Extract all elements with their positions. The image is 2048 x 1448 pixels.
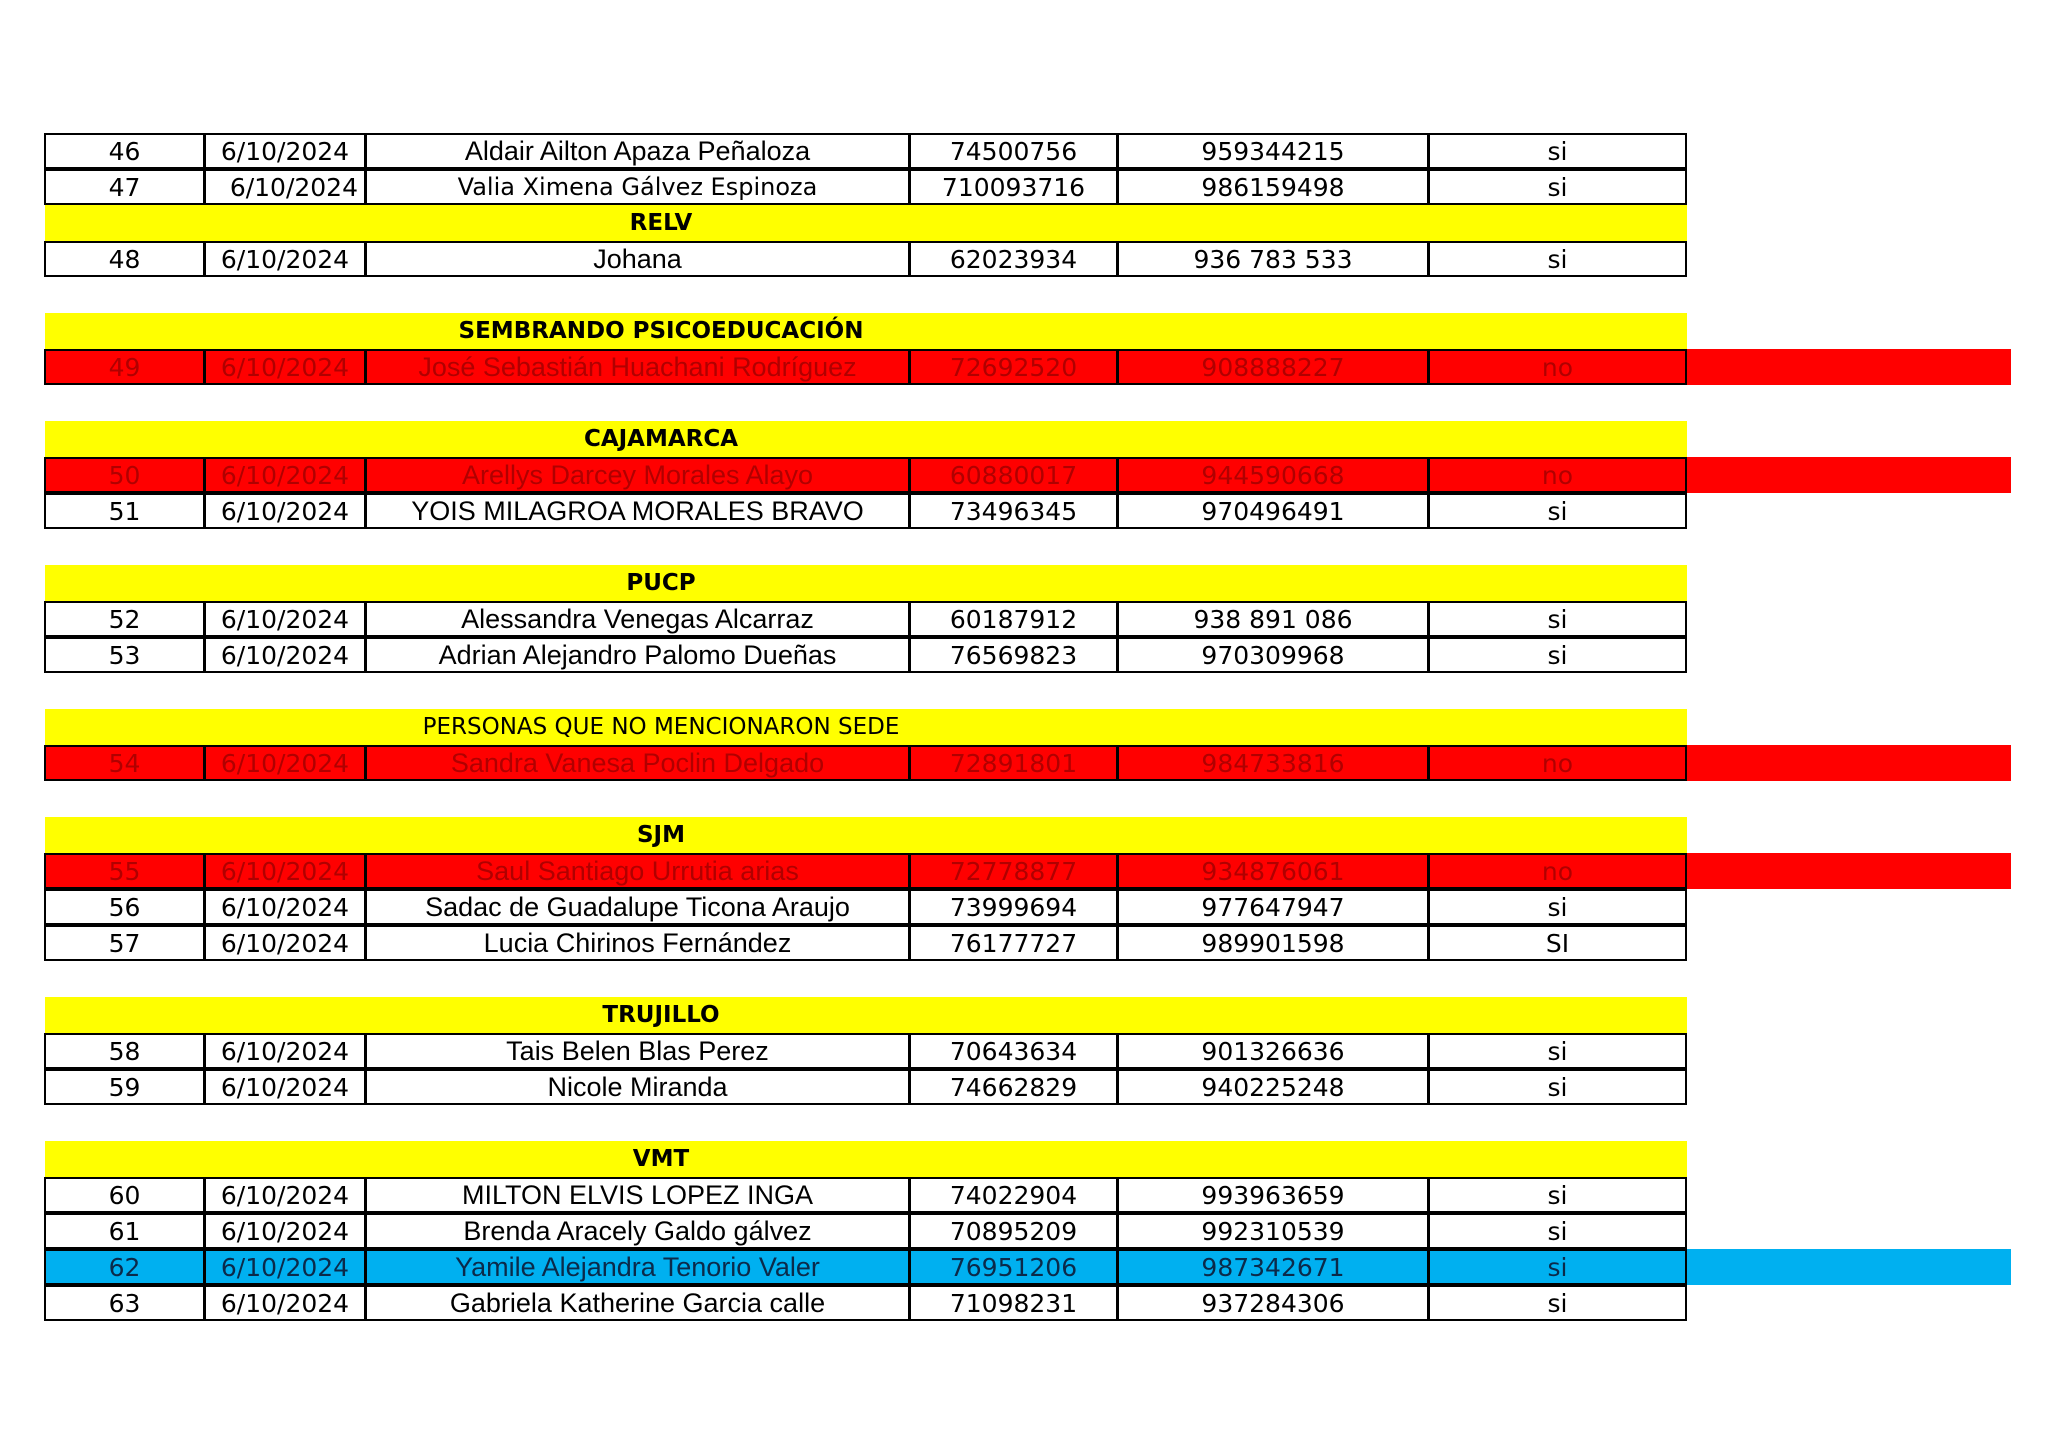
date-cell: 6/10/2024: [204, 1033, 366, 1069]
group-header-label: SEMBRANDO PSICOEDUCACIÓN: [458, 318, 864, 344]
status-cell: si: [1428, 1249, 1687, 1285]
row-number-cell: 46: [44, 133, 205, 169]
phone-cell: 937284306: [1117, 1285, 1429, 1321]
date-cell: 6/10/2024: [204, 925, 366, 961]
dni-cell: 74662829: [909, 1069, 1118, 1105]
row-number-cell: 50: [44, 457, 205, 493]
status-cell: no: [1428, 457, 1687, 493]
phone-cell: 944590668: [1117, 457, 1429, 493]
row-highlight-fill: [1687, 349, 2011, 385]
date-cell: 6/10/2024: [204, 1249, 366, 1285]
phone-cell: 987342671: [1117, 1249, 1429, 1285]
date-cell: 6/10/2024: [204, 1069, 366, 1105]
dni-cell: 74500756: [909, 133, 1118, 169]
phone-cell: 984733816: [1117, 745, 1429, 781]
row-highlight-fill: [1687, 853, 2011, 889]
table-row: [45, 133, 1687, 169]
phone-cell: 908888227: [1117, 349, 1429, 385]
status-cell: si: [1428, 637, 1687, 673]
phone-cell: 970309968: [1117, 637, 1429, 673]
table-row: [45, 853, 2011, 889]
name-cell: YOIS MILAGROA MORALES BRAVO: [365, 493, 910, 529]
group-header-row: [45, 997, 1687, 1033]
status-cell: si: [1428, 133, 1687, 169]
status-cell: no: [1428, 349, 1687, 385]
phone-cell: 992310539: [1117, 1213, 1429, 1249]
dni-cell: 72692520: [909, 349, 1118, 385]
group-header-label: PUCP: [626, 570, 696, 596]
dni-cell: 76569823: [909, 637, 1118, 673]
dni-cell: 60187912: [909, 601, 1118, 637]
row-number-cell: 53: [44, 637, 205, 673]
name-cell: Yamile Alejandra Tenorio Valer: [365, 1249, 910, 1285]
date-cell: 6/10/2024: [204, 349, 366, 385]
phone-cell: 938 891 086: [1117, 601, 1429, 637]
row-number-cell: 49: [44, 349, 205, 385]
name-cell: Nicole Miranda: [365, 1069, 910, 1105]
row-highlight-fill: [1687, 745, 2011, 781]
date-cell: 6/10/2024: [204, 133, 366, 169]
group-header-label: RELV: [629, 210, 693, 236]
row-number-cell: 60: [44, 1177, 205, 1213]
name-cell: Lucia Chirinos Fernández: [365, 925, 910, 961]
name-cell: Alessandra Venegas Alcarraz: [365, 601, 910, 637]
phone-cell: 959344215: [1117, 133, 1429, 169]
phone-cell: 977647947: [1117, 889, 1429, 925]
dni-cell: 60880017: [909, 457, 1118, 493]
status-cell: si: [1428, 1213, 1687, 1249]
table-row: [45, 493, 1687, 529]
name-cell: Sadac de Guadalupe Ticona Araujo: [365, 889, 910, 925]
name-cell: José Sebastián Huachani Rodríguez: [365, 349, 910, 385]
row-number-cell: 54: [44, 745, 205, 781]
phone-cell: 993963659: [1117, 1177, 1429, 1213]
status-cell: si: [1428, 601, 1687, 637]
table-row: [45, 457, 2011, 493]
row-highlight-fill: [1687, 1249, 2011, 1285]
group-header-label: VMT: [632, 1146, 690, 1172]
name-cell: Sandra Vanesa Poclin Delgado: [365, 745, 910, 781]
status-cell: si: [1428, 1177, 1687, 1213]
date-cell: 6/10/2024: [204, 1285, 366, 1321]
status-cell: si: [1428, 169, 1687, 205]
date-cell: 6/10/2024: [204, 853, 366, 889]
row-number-cell: 57: [44, 925, 205, 961]
phone-cell: 986159498: [1117, 169, 1429, 205]
name-cell: Tais Belen Blas Perez: [365, 1033, 910, 1069]
date-cell: 6/10/2024: [204, 241, 366, 277]
row-number-cell: 61: [44, 1213, 205, 1249]
table-row: [45, 925, 1687, 961]
date-cell: 6/10/2024: [204, 457, 366, 493]
phone-cell: 940225248: [1117, 1069, 1429, 1105]
row-number-cell: 52: [44, 601, 205, 637]
group-header-row: [45, 709, 1687, 745]
table-row: [45, 169, 1687, 205]
row-number-cell: 55: [44, 853, 205, 889]
date-cell: 6/10/2024: [204, 1213, 366, 1249]
date-cell: 6/10/2024: [204, 601, 366, 637]
status-cell: SI: [1428, 925, 1687, 961]
dni-cell: 70895209: [909, 1213, 1118, 1249]
dni-cell: 710093716: [909, 169, 1118, 205]
table-row: [45, 1249, 2011, 1285]
status-cell: si: [1428, 1033, 1687, 1069]
table-row: [45, 601, 1687, 637]
date-cell: 6/10/2024: [204, 1177, 366, 1213]
status-cell: si: [1428, 889, 1687, 925]
table-row: [45, 637, 1687, 673]
group-header-label: SJM: [636, 822, 685, 848]
row-highlight-fill: [1687, 457, 2011, 493]
group-header-label: CAJAMARCA: [583, 426, 739, 452]
row-number-cell: 56: [44, 889, 205, 925]
date-cell: 6/10/2024: [204, 169, 366, 205]
name-cell: Johana: [365, 241, 910, 277]
status-cell: no: [1428, 853, 1687, 889]
row-number-cell: 48: [44, 241, 205, 277]
name-cell: Aldair Ailton Apaza Peñaloza: [365, 133, 910, 169]
phone-cell: 970496491: [1117, 493, 1429, 529]
table-row: [45, 241, 1687, 277]
row-number-cell: 62: [44, 1249, 205, 1285]
row-number-cell: 51: [44, 493, 205, 529]
name-cell: Gabriela Katherine Garcia calle: [365, 1285, 910, 1321]
status-cell: si: [1428, 1069, 1687, 1105]
dni-cell: 76177727: [909, 925, 1118, 961]
table-row: [45, 1033, 1687, 1069]
group-header-label: TRUJILLO: [602, 1002, 720, 1028]
date-cell: 6/10/2024: [204, 889, 366, 925]
name-cell: Brenda Aracely Galdo gálvez: [365, 1213, 910, 1249]
name-cell: Saul Santiago Urrutia arias: [365, 853, 910, 889]
dni-cell: 72778877: [909, 853, 1118, 889]
table-row: [45, 1213, 1687, 1249]
group-header-row: [45, 205, 1687, 241]
name-cell: Adrian Alejandro Palomo Dueñas: [365, 637, 910, 673]
table-row: [45, 889, 1687, 925]
group-header-row: [45, 1141, 1687, 1177]
dni-cell: 70643634: [909, 1033, 1118, 1069]
row-number-cell: 59: [44, 1069, 205, 1105]
name-cell: MILTON ELVIS LOPEZ INGA: [365, 1177, 910, 1213]
group-header-row: [45, 817, 1687, 853]
table-row: [45, 1177, 1687, 1213]
group-header-row: [45, 565, 1687, 601]
phone-cell: 901326636: [1117, 1033, 1429, 1069]
name-cell: Arellys Darcey Morales Alayo: [365, 457, 910, 493]
dni-cell: 72891801: [909, 745, 1118, 781]
status-cell: si: [1428, 241, 1687, 277]
dni-cell: 73496345: [909, 493, 1118, 529]
table-row: [45, 1069, 1687, 1105]
dni-cell: 76951206: [909, 1249, 1118, 1285]
table-row: [45, 1285, 1687, 1321]
date-cell: 6/10/2024: [204, 493, 366, 529]
date-cell: 6/10/2024: [204, 745, 366, 781]
name-cell: Valia Ximena Gálvez Espinoza: [365, 169, 910, 205]
dni-cell: 62023934: [909, 241, 1118, 277]
phone-cell: 934876061: [1117, 853, 1429, 889]
status-cell: no: [1428, 745, 1687, 781]
phone-cell: 989901598: [1117, 925, 1429, 961]
date-cell: 6/10/2024: [204, 637, 366, 673]
row-number-cell: 58: [44, 1033, 205, 1069]
phone-cell: 936 783 533: [1117, 241, 1429, 277]
dni-cell: 73999694: [909, 889, 1118, 925]
group-header-label: PERSONAS QUE NO MENCIONARON SEDE: [422, 714, 900, 740]
table-row: [45, 745, 2011, 781]
group-header-row: [45, 313, 1687, 349]
row-number-cell: 47: [44, 169, 205, 205]
dni-cell: 74022904: [909, 1177, 1118, 1213]
table-row: [45, 349, 2011, 385]
status-cell: si: [1428, 1285, 1687, 1321]
status-cell: si: [1428, 493, 1687, 529]
row-number-cell: 63: [44, 1285, 205, 1321]
dni-cell: 71098231: [909, 1285, 1118, 1321]
group-header-row: [45, 421, 1687, 457]
